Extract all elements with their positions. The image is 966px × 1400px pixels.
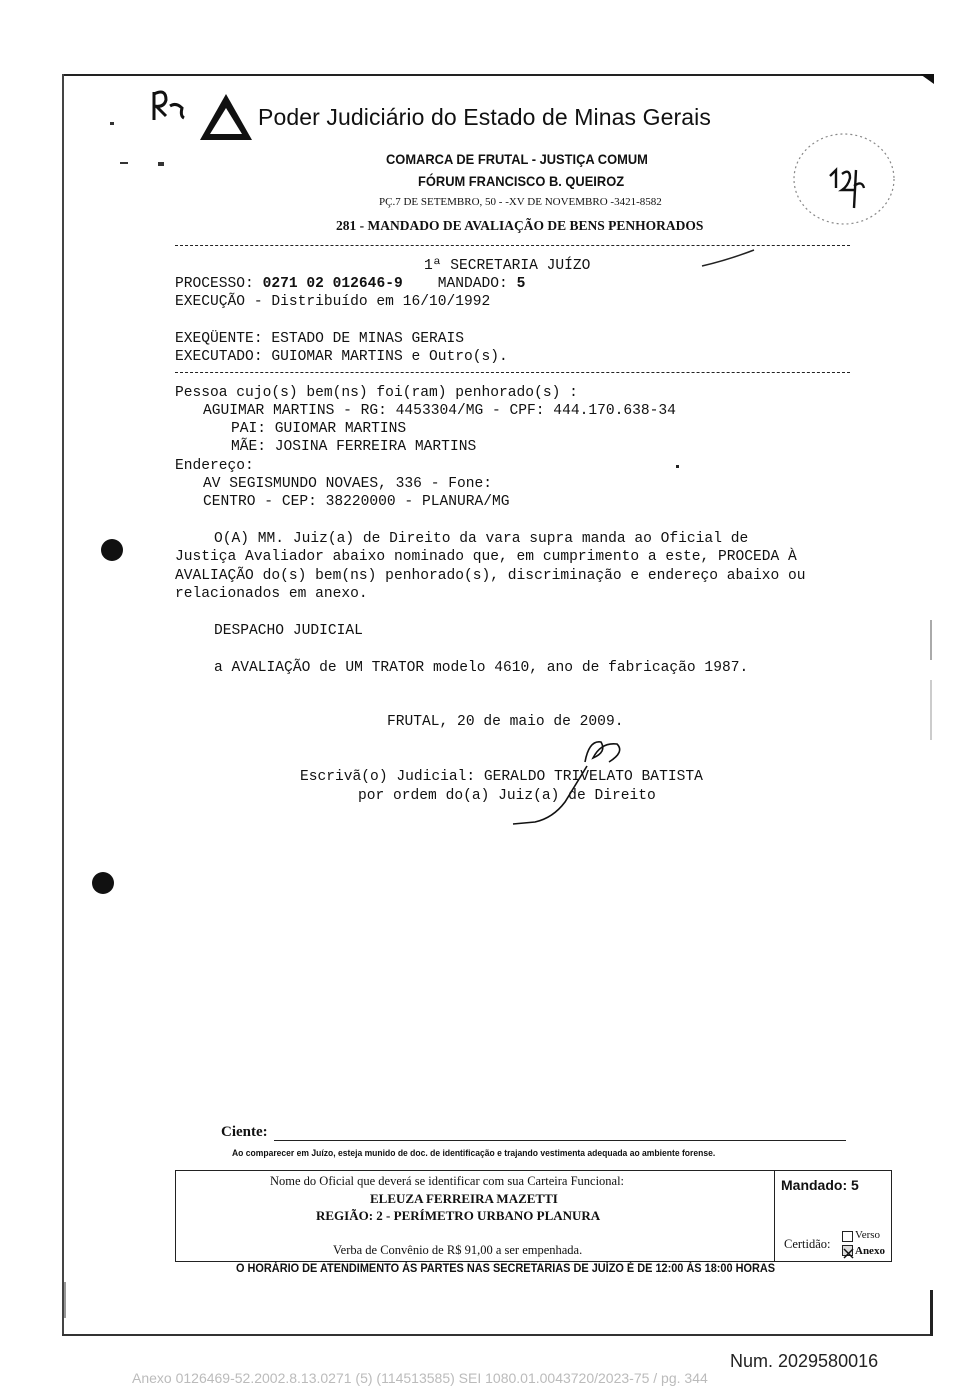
- certidao-label: Certidão:: [784, 1237, 831, 1251]
- processo-number: 0271 02 012646-9: [262, 276, 403, 292]
- processo-row: [175, 275, 525, 293]
- page-border-right: [930, 1290, 933, 1336]
- execucao: EXECUÇÃO - Distribuído em 16/10/1992: [175, 294, 491, 310]
- anexo-label: Anexo: [855, 1245, 885, 1257]
- footer-reference: Anexo 0126469-52.2002.8.13.0271 (5) (114513585) SEI 1080.01.0043720/2023-75 / pg. 344: [132, 1370, 708, 1386]
- check-icon: [843, 1248, 854, 1259]
- opening-hours: O HORÁRIO DE ATENDIMENTO ÀS PARTES NAS SECRETARIAS DE JUÍZO É DE 12:00 ÀS 18:00 HORAS: [236, 1263, 776, 1275]
- address-label: Endereço:: [175, 458, 254, 474]
- page-number-stamp: [790, 130, 898, 228]
- speck: [120, 162, 128, 164]
- executado: EXECUTADO: GUIOMAR MARTINS e Outro(s).: [175, 349, 508, 365]
- ciente-label: Ciente:: [221, 1124, 268, 1140]
- speck: [676, 465, 679, 468]
- person-heading: Pessoa cujo(s) bem(ns) foi(ram) penhorado(s) :: [175, 385, 578, 401]
- address-line: PÇ.7 DE SETEMBRO, 50 - -XV DE NOVEMBRO -3421-8582: [379, 196, 662, 208]
- handwritten-initial: [140, 86, 190, 135]
- divider: [175, 372, 850, 373]
- margin-mark: [930, 620, 932, 660]
- mandado-label: MANDADO:: [437, 276, 508, 292]
- address-street: AV SEGISMUNDO NOVAES, 336 - Fone:: [203, 476, 493, 492]
- page-border-left: [62, 74, 64, 1336]
- despacho-title: DESPACHO JUDICIAL: [214, 623, 363, 639]
- mandado-number: 5: [516, 276, 526, 292]
- mandado-box-label: Mandado: 5: [781, 1177, 859, 1193]
- page-border-bottom: [62, 1334, 932, 1336]
- margin-mark: [64, 1282, 66, 1318]
- institution-title: Poder Judiciário do Estado de Minas Gerais: [258, 104, 711, 130]
- address-city: CENTRO - CEP: 38220000 - PLANURA/MG: [203, 494, 510, 510]
- comarca-line: COMARCA DE FRUTAL - JUSTIÇA COMUM: [386, 151, 648, 167]
- order-line-4: relacionados em anexo.: [175, 586, 368, 602]
- punch-hole: [101, 539, 123, 561]
- exequente: EXEQÜENTE: ESTADO DE MINAS GERAIS: [175, 331, 465, 347]
- officer-box-divider: [774, 1170, 775, 1262]
- ciente-signature-line[interactable]: [274, 1140, 846, 1141]
- divider: [175, 245, 850, 246]
- page-border-top: [62, 74, 934, 76]
- speck: [110, 122, 114, 125]
- secretaria: 1ª SECRETARIA JUÍZO: [424, 258, 591, 274]
- processo-label: PROCESSO:: [175, 276, 254, 292]
- verso-label: Verso: [855, 1229, 881, 1241]
- order-line-2: Justiça Avaliador abaixo nominado que, em cumprimento a este, PROCEDA À: [175, 549, 797, 565]
- officer-instruction: Nome do Oficial que deverá se identificar com sua Carteira Funcional:: [270, 1174, 625, 1188]
- pen-stroke: [700, 248, 756, 275]
- ciente-note: Ao comparecer em Juízo, esteja munido de doc. de identificação e trajando vestimenta adequada ao ambiente forense.: [232, 1148, 716, 1159]
- court-logo-icon: [198, 92, 254, 147]
- escrivao-line: Escrivã(o) Judicial: GERALDO TRIVELATO BATISTA: [300, 769, 703, 785]
- person-mother: MÃE: JOSINA FERREIRA MARTINS: [231, 439, 477, 455]
- verso-checkbox[interactable]: [842, 1231, 853, 1242]
- document-number: Num. 2029580016: [730, 1351, 879, 1371]
- forum-line: FÓRUM FRANCISCO B. QUEIROZ: [418, 173, 625, 189]
- officer-region: REGIÃO: 2 - PERÍMETRO URBANO PLANURA: [316, 1208, 601, 1223]
- speck: [158, 162, 164, 166]
- margin-mark: [930, 680, 932, 740]
- despacho-text: a AVALIAÇÃO de UM TRATOR modelo 4610, ano de fabricação 1987.: [214, 660, 749, 676]
- anexo-checkbox[interactable]: [842, 1245, 853, 1256]
- place-date: FRUTAL, 20 de maio de 2009.: [387, 714, 624, 730]
- officer-name: ELEUZA FERREIRA MAZETTI: [370, 1191, 558, 1206]
- verba: Verba de Convênio de R$ 91,00 a ser empenhada.: [333, 1243, 583, 1257]
- punch-hole: [92, 872, 114, 894]
- por-ordem-line: por ordem do(a) Juiz(a) de Direito: [358, 788, 656, 804]
- order-line-1: O(A) MM. Juiz(a) de Direito da vara supra manda ao Oficial de: [214, 531, 749, 547]
- order-line-3: AVALIAÇÃO do(s) bem(ns) penhorado(s), discriminação e endereço abaixo ou: [175, 568, 806, 584]
- person-father: PAI: GUIOMAR MARTINS: [231, 421, 407, 437]
- person-name: AGUIMAR MARTINS - RG: 4453304/MG - CPF: 444.170.638-34: [203, 403, 676, 419]
- document-type: 281 - MANDADO DE AVALIAÇÃO DE BENS PENHORADOS: [336, 218, 704, 233]
